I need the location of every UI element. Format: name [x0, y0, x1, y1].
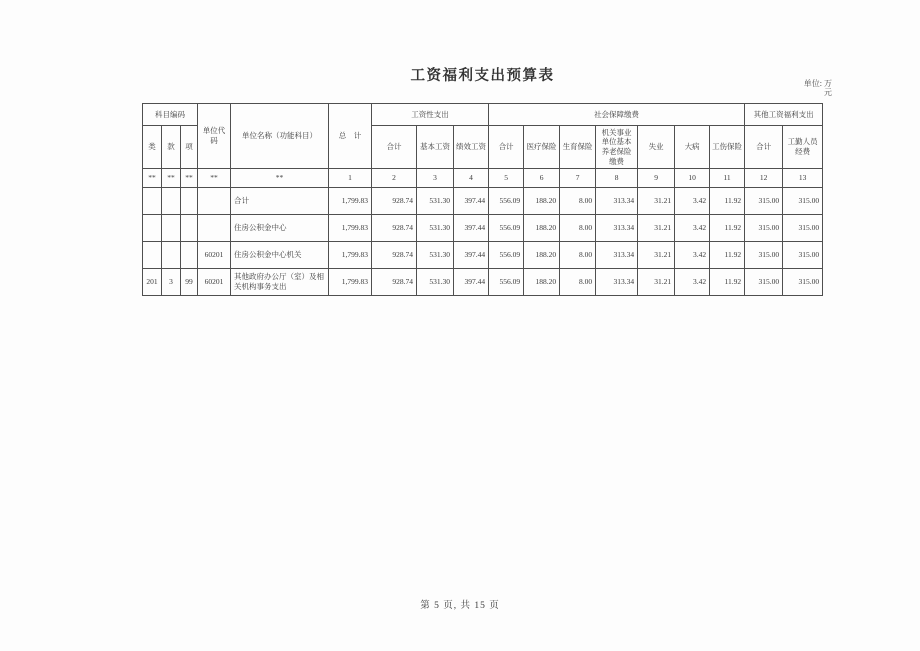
code-cell: [162, 215, 181, 242]
unit-note-line1: 单位: 万: [803, 79, 832, 88]
value-cell: 1,799.83: [329, 215, 372, 242]
value-cell: 3.42: [675, 269, 710, 296]
header-section: 款: [162, 126, 181, 169]
value-cell: 31.21: [638, 242, 675, 269]
value-cell: 1,799.83: [329, 188, 372, 215]
index-cell: 7: [560, 169, 596, 188]
header-performance-wage: 绩效工资: [454, 126, 489, 169]
index-cell: 5: [489, 169, 524, 188]
value-cell: 315.00: [745, 215, 783, 242]
index-cell: 4: [454, 169, 489, 188]
header-wage-subtotal: 合计: [372, 126, 417, 169]
header-logistics-funds: 工勤人员经费: [783, 126, 823, 169]
value-cell: 315.00: [783, 269, 823, 296]
value-cell: 313.34: [596, 215, 638, 242]
name-cell: 其他政府办公厅（室）及相关机构事务支出: [231, 269, 329, 296]
table-row: [143, 242, 823, 269]
name-cell: 合计: [231, 188, 329, 215]
value-cell: 313.34: [596, 188, 638, 215]
code-cell: [181, 215, 198, 242]
code-cell: 99: [181, 269, 198, 296]
value-cell: 11.92: [710, 242, 745, 269]
value-cell: 188.20: [524, 188, 560, 215]
header-class: 类: [143, 126, 162, 169]
code-cell: [198, 188, 231, 215]
code-cell: 60201: [198, 242, 231, 269]
value-cell: 928.74: [372, 215, 417, 242]
value-cell: 531.30: [417, 188, 454, 215]
value-cell: 315.00: [783, 242, 823, 269]
value-cell: 315.00: [783, 215, 823, 242]
value-cell: 31.21: [638, 188, 675, 215]
index-cell: **: [162, 169, 181, 188]
value-cell: 188.20: [524, 269, 560, 296]
header-medical-insurance: 医疗保险: [524, 126, 560, 169]
index-cell: **: [231, 169, 329, 188]
code-cell: [162, 188, 181, 215]
header-injury-insurance: 工伤保险: [710, 126, 745, 169]
value-cell: 31.21: [638, 269, 675, 296]
header-unit-code: 单位代码: [198, 104, 231, 169]
code-cell: [162, 242, 181, 269]
value-cell: 928.74: [372, 188, 417, 215]
value-cell: 11.92: [710, 188, 745, 215]
unit-note: [804, 79, 832, 97]
index-cell: 9: [638, 169, 675, 188]
code-cell: 60201: [198, 269, 231, 296]
value-cell: 315.00: [745, 269, 783, 296]
value-cell: 315.00: [783, 188, 823, 215]
unit-note-line2: 元: [824, 88, 832, 97]
index-cell: **: [198, 169, 231, 188]
value-cell: 3.42: [675, 242, 710, 269]
value-cell: 397.44: [454, 269, 489, 296]
value-cell: 315.00: [745, 188, 783, 215]
value-cell: 397.44: [454, 215, 489, 242]
value-cell: 556.09: [489, 242, 524, 269]
index-row: [143, 169, 823, 188]
header-unemployment: 失业: [638, 126, 675, 169]
value-cell: 188.20: [524, 242, 560, 269]
header-other-group: 其他工资福利支出: [745, 104, 823, 126]
index-cell: **: [181, 169, 198, 188]
value-cell: 11.92: [710, 215, 745, 242]
value-cell: 8.00: [560, 215, 596, 242]
value-cell: 315.00: [745, 242, 783, 269]
value-cell: 1,799.83: [329, 242, 372, 269]
code-cell: [143, 215, 162, 242]
value-cell: 31.21: [638, 215, 675, 242]
code-cell: [198, 215, 231, 242]
value-cell: 397.44: [454, 242, 489, 269]
index-cell: 10: [675, 169, 710, 188]
index-cell: 2: [372, 169, 417, 188]
index-cell: 3: [417, 169, 454, 188]
value-cell: 8.00: [560, 188, 596, 215]
value-cell: 313.34: [596, 269, 638, 296]
header-maternity-insurance: 生育保险: [560, 126, 596, 169]
code-cell: 3: [162, 269, 181, 296]
index-cell: **: [143, 169, 162, 188]
header-wage-group: 工资性支出: [372, 104, 489, 126]
page-footer: 第 5 页, 共 15 页: [420, 601, 500, 611]
value-cell: 8.00: [560, 269, 596, 296]
value-cell: 397.44: [454, 188, 489, 215]
value-cell: 313.34: [596, 242, 638, 269]
table-header: [143, 104, 823, 188]
page-title: 工资福利支出预算表: [410, 68, 555, 84]
code-cell: [143, 188, 162, 215]
header-social-subtotal: 合计: [489, 126, 524, 169]
value-cell: 3.42: [675, 188, 710, 215]
index-cell: 8: [596, 169, 638, 188]
header-item: 项: [181, 126, 198, 169]
name-cell: 住房公积金中心机关: [231, 242, 329, 269]
index-cell: 6: [524, 169, 560, 188]
header-serious-illness: 大病: [675, 126, 710, 169]
header-subject-code: 科目编码: [143, 104, 198, 126]
header-social-group: 社会保障缴费: [489, 104, 745, 126]
value-cell: 8.00: [560, 242, 596, 269]
header-group-row: [143, 104, 823, 126]
index-cell: 13: [783, 169, 823, 188]
index-cell: 12: [745, 169, 783, 188]
name-cell: 住房公积金中心: [231, 215, 329, 242]
header-other-subtotal: 合计: [745, 126, 783, 169]
table-row: [143, 215, 823, 242]
value-cell: 1,799.83: [329, 269, 372, 296]
budget-table: [142, 103, 823, 296]
value-cell: 531.30: [417, 269, 454, 296]
header-basic-wage: 基本工资: [417, 126, 454, 169]
code-cell: [181, 242, 198, 269]
code-cell: [143, 242, 162, 269]
value-cell: 188.20: [524, 215, 560, 242]
header-pension-insurance: 机关事业单位基本养老保险缴费: [596, 126, 638, 169]
value-cell: 928.74: [372, 269, 417, 296]
table-row: [143, 269, 823, 296]
header-unit-name: 单位名称（功能科目）: [231, 104, 329, 169]
table-body: [143, 188, 823, 296]
index-cell: 1: [329, 169, 372, 188]
value-cell: 11.92: [710, 269, 745, 296]
value-cell: 531.30: [417, 215, 454, 242]
index-cell: 11: [710, 169, 745, 188]
table-row: [143, 188, 823, 215]
value-cell: 928.74: [372, 242, 417, 269]
header-total: 总 计: [329, 104, 372, 169]
value-cell: 556.09: [489, 188, 524, 215]
value-cell: 556.09: [489, 215, 524, 242]
code-cell: 201: [143, 269, 162, 296]
value-cell: 3.42: [675, 215, 710, 242]
code-cell: [181, 188, 198, 215]
value-cell: 531.30: [417, 242, 454, 269]
value-cell: 556.09: [489, 269, 524, 296]
